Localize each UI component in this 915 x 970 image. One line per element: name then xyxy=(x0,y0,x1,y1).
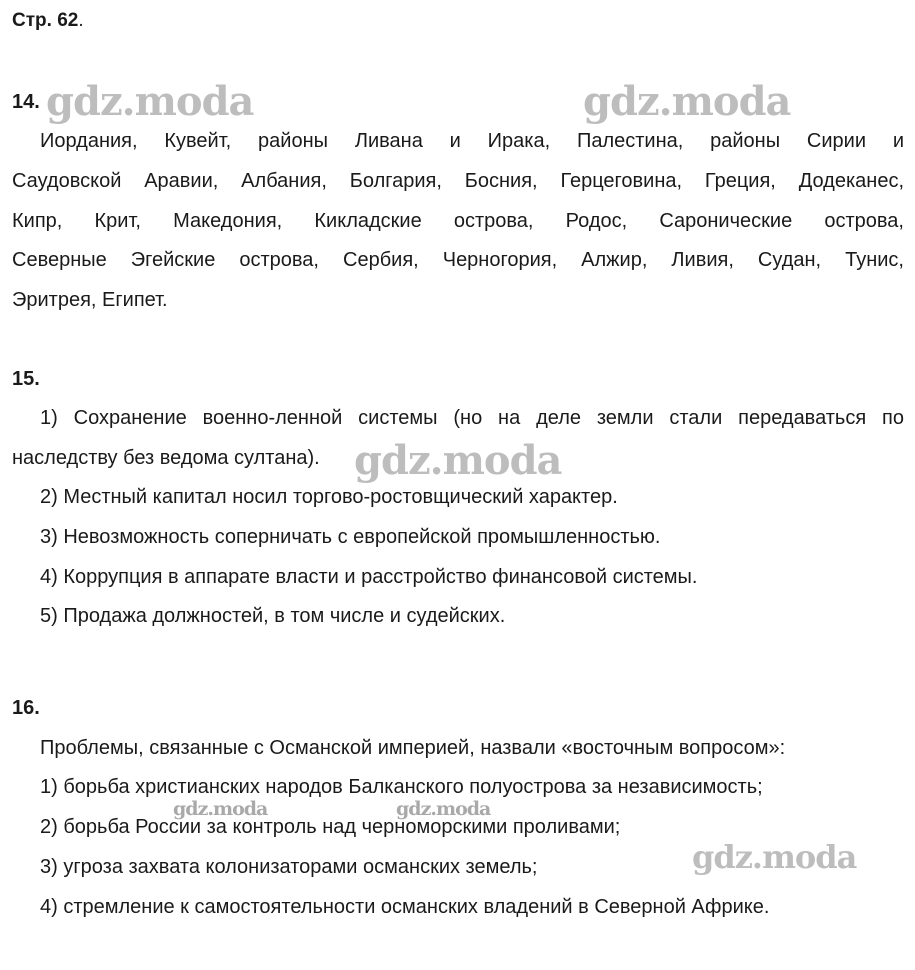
task-14-line: Эритрея, Египет. xyxy=(12,289,168,311)
task-15-number: 15. xyxy=(12,368,40,390)
task-14-line: Северные Эгейские острова, Сербия, Черногория, Алжир, Ливия, Судан, Тунис, xyxy=(12,249,904,271)
task-15-line: 3) Невозможность соперничать с европейской промышленностью. xyxy=(40,526,661,548)
watermark: gdz.moda xyxy=(354,437,562,484)
task-16-line: Проблемы, связанные с Османской империей, назвали «восточным вопросом»: xyxy=(40,737,786,759)
task-16-line: 3) угроза захвата колонизаторами османских земель; xyxy=(40,856,538,878)
task-16-number: 16. xyxy=(12,697,40,719)
watermark: gdz.moda xyxy=(46,78,254,125)
watermark: gdz.moda xyxy=(396,798,491,820)
task-14-line: Иордания, Кувейт, районы Ливана и Ирака, Палестина, районы Сирии и xyxy=(40,130,904,152)
task-15-line: 2) Местный капитал носил торгово-ростовщический характер. xyxy=(40,486,618,508)
task-16-line: 4) стремление к самостоятельности османских владений в Северной Африке. xyxy=(40,896,770,918)
task-14-number: 14. xyxy=(12,91,40,113)
task-15-line: 1) Сохранение военно-ленной системы (но на деле земли стали передаваться по xyxy=(40,407,904,429)
task-15-line: наследству без ведома султана). xyxy=(12,447,320,469)
task-14-line: Саудовской Аравии, Албания, Болгария, Босния, Герцеговина, Греция, Додеканес, xyxy=(12,170,904,192)
watermark: gdz.moda xyxy=(173,798,268,820)
page-title: Стр. 62. xyxy=(12,10,84,31)
task-16-line: 1) борьба христианских народов Балканского полуострова за независимость; xyxy=(40,776,763,798)
task-15-line: 4) Коррупция в аппарате власти и расстройство финансовой системы. xyxy=(40,566,698,588)
watermark: gdz.moda xyxy=(583,78,791,125)
watermark: gdz.moda xyxy=(692,838,857,876)
task-15-line: 5) Продажа должностей, в том числе и судейских. xyxy=(40,605,506,627)
task-16-line: 2) борьба России за контроль над черноморскими проливами; xyxy=(40,816,621,838)
task-14-line: Кипр, Крит, Македония, Кикладские острова, Родос, Саронические острова, xyxy=(12,210,904,232)
